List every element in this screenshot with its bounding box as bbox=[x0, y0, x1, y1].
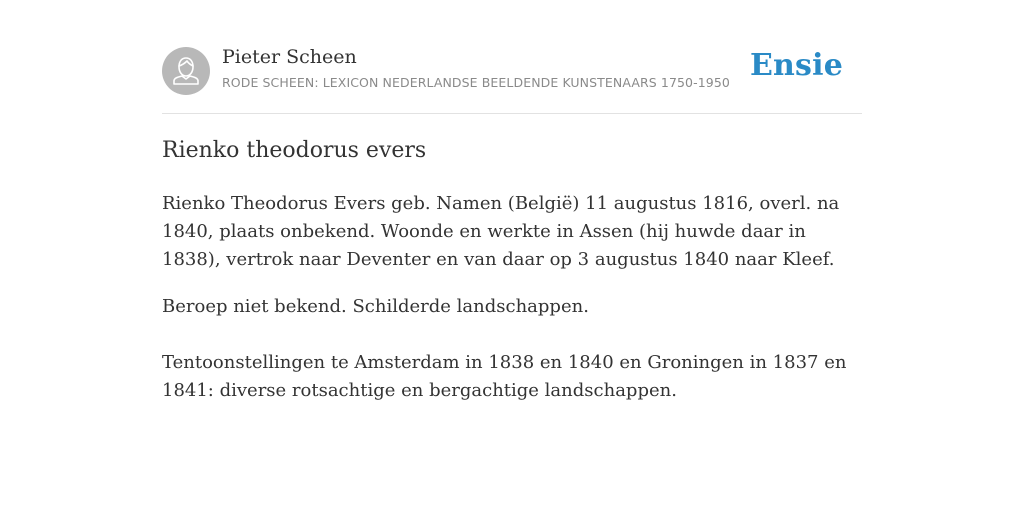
entry-title: Rienko theodorus evers bbox=[162, 138, 427, 163]
user-icon bbox=[162, 47, 210, 95]
entry-header bbox=[162, 0, 862, 114]
author-avatar[interactable] bbox=[162, 47, 210, 95]
entry-paragraph: Beroep niet bekend. Schilderde landschappen. bbox=[162, 296, 589, 317]
ensie-logo[interactable]: Ensie bbox=[749, 48, 843, 83]
entry-paragraph: Rienko Theodorus Evers geb. Namen (België) 11 augustus 1816, overl. na 1840, plaats onbekend. Woonde en werkte in Assen (hij huwde daar in 1838), vertrok naar Deventer en van daar op 3 augustus 1840 naar Kleef. bbox=[162, 193, 840, 270]
entry-card bbox=[162, 0, 862, 401]
entry-paragraph: Tentoonstellingen te Amsterdam in 1838 en 1840 en Groningen in 1837 en 1841: diverse rotsachtige en bergachtige landschappen. bbox=[162, 352, 847, 401]
source-title[interactable]: RODE SCHEEN: LEXICON NEDERLANDSE BEELDENDE KUNSTENAARS 1750-1950 bbox=[222, 75, 730, 90]
author-name[interactable]: Pieter Scheen bbox=[222, 46, 357, 68]
